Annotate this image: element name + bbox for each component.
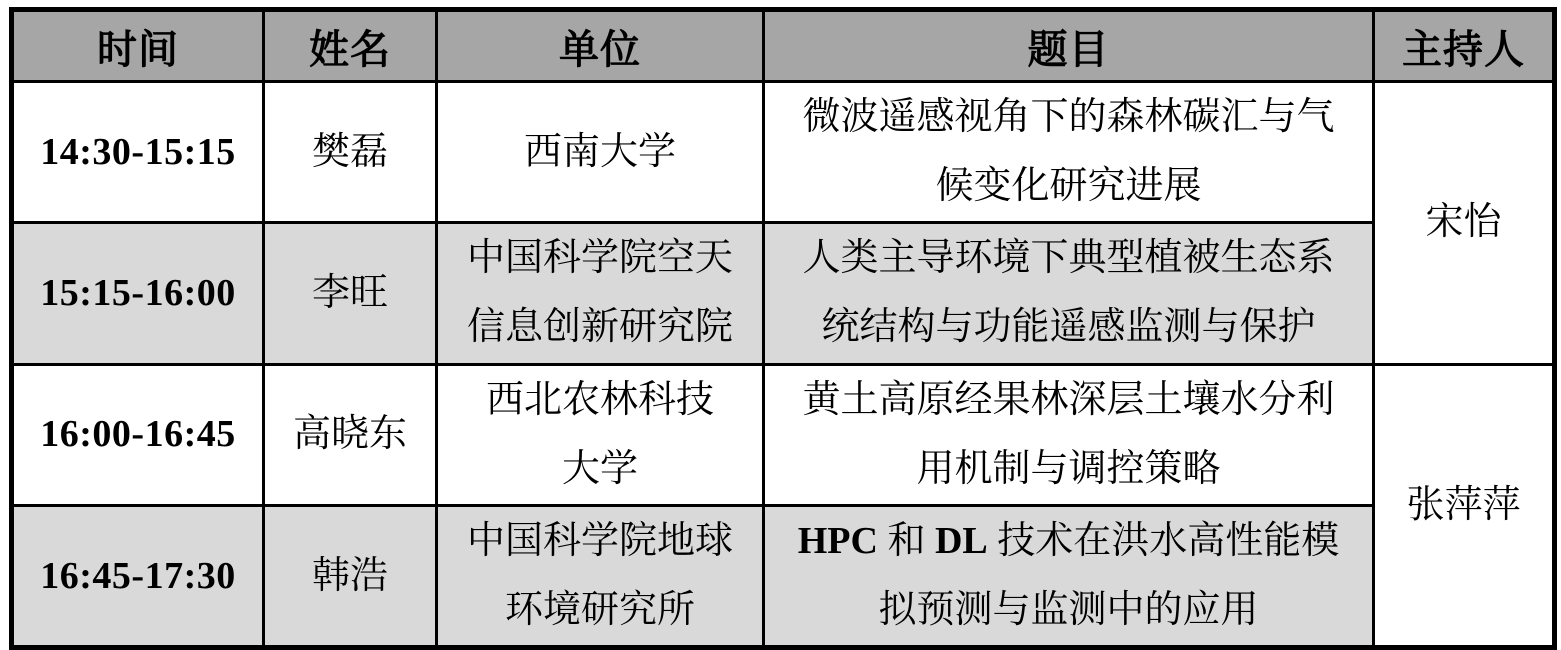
header-time: 时间 [12, 10, 264, 82]
name-cell: 高晓东 [264, 364, 437, 505]
time-cell: 14:30-15:15 [12, 82, 264, 223]
table-row [12, 223, 1555, 364]
header-row [12, 10, 1555, 82]
title-cell: 人类主导环境下典型植被生态系 统结构与功能遥感监测与保护 [764, 223, 1374, 364]
header-host: 主持人 [1374, 10, 1555, 82]
time-cell: 15:15-16:00 [12, 223, 264, 364]
org-cell: 中国科学院地球 环境研究所 [437, 505, 764, 647]
table-row [12, 82, 1555, 223]
table-row [12, 364, 1555, 505]
header-title: 题目 [764, 10, 1374, 82]
org-cell: 西北农林科技 大学 [437, 364, 764, 505]
title-cell: HPC 和 DL 技术在洪水高性能模 拟预测与监测中的应用 [764, 505, 1374, 647]
org-cell: 中国科学院空天 信息创新研究院 [437, 223, 764, 364]
org-cell: 西南大学 [437, 82, 764, 223]
name-cell: 樊磊 [264, 82, 437, 223]
header-name: 姓名 [264, 10, 437, 82]
session-schedule-table [9, 7, 1557, 650]
name-cell: 韩浩 [264, 505, 437, 647]
host-cell: 张萍萍 [1374, 364, 1555, 648]
time-cell: 16:00-16:45 [12, 364, 264, 505]
time-cell: 16:45-17:30 [12, 505, 264, 647]
title-cell: 微波遥感视角下的森林碳汇与气 候变化研究进展 [764, 82, 1374, 223]
title-cell: 黄土高原经果林深层土壤水分利 用机制与调控策略 [764, 364, 1374, 505]
host-cell: 宋怡 [1374, 82, 1555, 365]
name-cell: 李旺 [264, 223, 437, 364]
header-org: 单位 [437, 10, 764, 82]
table-row [12, 505, 1555, 647]
